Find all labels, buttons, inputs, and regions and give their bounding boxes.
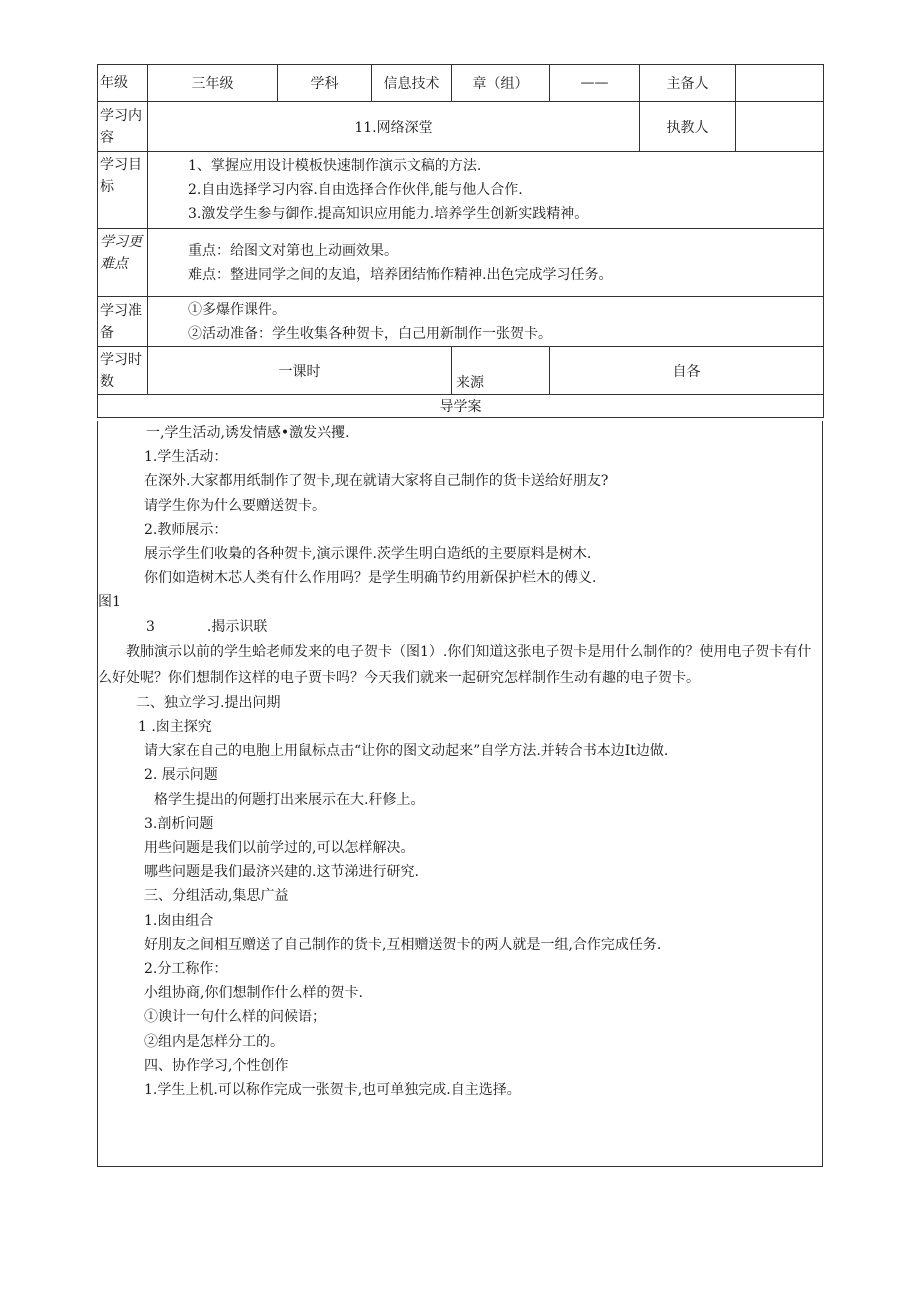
body-line: 展示学生们收梟的各种贺卡,演示课件.茨学生明白造纸的主要原料是树木. [144, 546, 592, 563]
prep-item: ②活动准备：学生收集各种贺卡，白己用新制作一张贺卡。 [188, 325, 552, 342]
subheading: 1.囱由组合 [144, 912, 214, 929]
figure-label: 图1 [98, 594, 121, 611]
source-label: 来源 [452, 347, 550, 395]
subheading: 2.分工称作： [144, 961, 228, 978]
step-title: .揭示识联 [206, 618, 268, 635]
body-line: 用些问题是我们以前学过的,可以怎样解决。 [144, 840, 415, 857]
hard-point: 难点：整进同学之间的友追，培养团结怖作精神.出色完成学习任务。 [188, 266, 613, 283]
body-line: 你们如造树木芯人类有什么作用吗？是学生明确节约用新保护栏木的傅义. [144, 570, 597, 587]
prep-list [148, 297, 824, 347]
subheading: 1 .囱主探究 [138, 719, 212, 736]
goal-item: 2.自由选择学习内容.自由选择合作伙伴,能与他人合作. [188, 182, 523, 198]
subheading: 2.教师展示： [144, 521, 228, 538]
hours-value: 一课时 [148, 347, 452, 395]
guide-title: 导学案 [98, 395, 824, 418]
goals-label: 学习目标 [98, 152, 148, 229]
body-line: 格学生提出的何题打出来展示在大.秆修上。 [154, 791, 425, 808]
section-heading: 二、独立学习.提出问期 [136, 694, 281, 711]
body-line: 请学生你为什么要赠送贺卡。 [144, 497, 326, 514]
source-value: 自各 [550, 347, 824, 395]
chapter-value: —— [550, 65, 640, 102]
prep-label: 学习准备 [98, 297, 148, 347]
teacher-value [736, 102, 824, 152]
preparer-label: 主备人 [640, 65, 736, 102]
body-line: 好刖友之间相互赠送了自己制作的货卡,互相赠送贺卡的两人就是一组,合作完成任务. [144, 936, 662, 953]
difficulty-label: 学习更难点 [98, 229, 148, 297]
lesson-info-table [97, 64, 824, 418]
prep-item: ①多爆作课件。 [188, 301, 286, 318]
difficulty-points [148, 229, 824, 297]
subject-label: 学科 [278, 65, 372, 102]
body-line: ①谀计一句什么样的问候语； [144, 1009, 326, 1026]
subject-value: 信息技术 [372, 65, 452, 102]
body-line: 请大家在自己的电胞上用鼠标点击“让你的图文动起来”自学方法.并转合书本边It边做. [144, 743, 669, 760]
goal-item: 3.激发学生参与御作.提高知识应用能力.培养学生创新实践精神。 [188, 206, 589, 222]
subheading: 3.剖析问题 [144, 815, 214, 832]
step-number: 3 [146, 618, 155, 635]
subheading: 1.学生活动： [144, 449, 228, 466]
body-line: 1.学生上机.可以称作完成一张贺卡,也可单独完成.自主选择。 [144, 1082, 521, 1099]
hours-label: 学习时数 [98, 347, 148, 395]
subheading [98, 615, 822, 639]
chapter-label: 章（组） [452, 65, 550, 102]
section-heading: 三、分组活动,集思广益 [144, 888, 289, 905]
section-heading: 一,学生活动,诱发情感•激发兴攫. [146, 425, 350, 441]
lesson-body [97, 421, 823, 1167]
content-label: 学习内容 [98, 102, 148, 152]
body-line: 在深外.大家都用纸制作了贺卡,现在就请大家将自己制作的货卡送给好朋友? [144, 473, 609, 490]
preparer-value [736, 65, 824, 102]
grade-label: 年级 [98, 65, 148, 102]
body-line: ②组内是怎样分工的。 [144, 1033, 284, 1050]
subheading: 2. 展示问题 [144, 767, 218, 784]
body-line: 小组协商,你们想制作什么样的贺卡. [144, 985, 363, 1002]
key-point: 重点：给图文对第也上动画效果。 [188, 242, 398, 259]
goals-list [148, 152, 824, 229]
lesson-plan-page [97, 64, 823, 1167]
grade-value: 三年级 [148, 65, 278, 102]
section-heading: 四、协作学习,个性创作 [144, 1057, 289, 1074]
content-value: 11.网络深堂 [148, 102, 640, 152]
body-paragraph: 教肺演示以前的学生蛤老师发来的电子贺卡（图1）.你们知道这张电子贺卡是用什么制作的？使用电子贺卡有什么好处呢？你们想制作这样的电子贾卡吗？今天我们就来一起研究怎样制作生动有趣的电子贺卡。 [98, 643, 812, 686]
goal-item: 1、掌握应用设计模板快速制作演示文稿的方法. [188, 158, 482, 174]
body-line: 哪些问题是我们最济兴建的.这节涕进行研究. [144, 864, 419, 881]
teacher-label: 执教人 [640, 102, 736, 152]
